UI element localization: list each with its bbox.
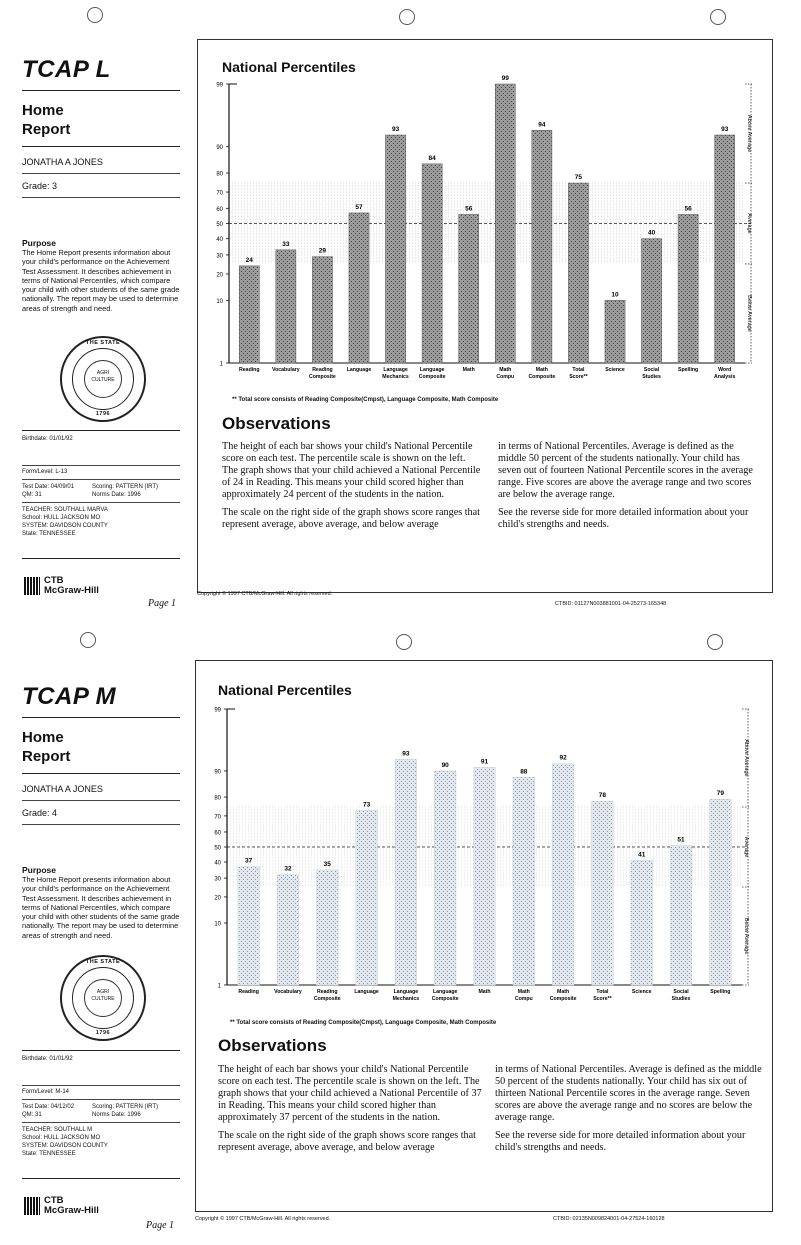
y-tick-label: 99 bbox=[214, 707, 221, 714]
bar-value-label: 75 bbox=[574, 174, 583, 182]
report-title-line-1: Home bbox=[22, 729, 64, 746]
bar-value-label: 93 bbox=[721, 126, 729, 134]
y-tick-label: 80 bbox=[216, 171, 223, 178]
bar bbox=[592, 801, 614, 985]
bar bbox=[349, 213, 369, 363]
observations-paragraph: in terms of National Percentiles. Average is defined as the middle 50 percent of the students nationally. Your child has seven out of fourteen National Percentile scores in the average range. Five scores are above the average range and two scores are below the average range. bbox=[498, 441, 753, 500]
y-tick-label: 50 bbox=[214, 845, 221, 852]
observations-heading: Observations bbox=[222, 414, 331, 433]
bar bbox=[678, 214, 698, 363]
bar-value-label: 51 bbox=[677, 836, 685, 844]
report-page-1 bbox=[0, 0, 801, 622]
test-date: Test Date: 04/12/02 bbox=[22, 1104, 75, 1110]
x-tick-label: Score** bbox=[593, 996, 612, 1002]
x-tick-label: Science bbox=[631, 989, 652, 995]
x-tick-label: Studies bbox=[671, 996, 691, 1002]
bar-value-label: 56 bbox=[684, 205, 692, 213]
y-tick-label: 30 bbox=[216, 253, 223, 260]
purpose-heading: Purpose bbox=[22, 865, 57, 875]
brand-ctb: CTB bbox=[44, 575, 64, 586]
x-tick-label: Language bbox=[383, 367, 408, 373]
bar-value-label: 35 bbox=[323, 860, 331, 868]
y-tick-label: 10 bbox=[214, 921, 221, 928]
ctb-logo-mark bbox=[24, 577, 40, 595]
bar-value-label: 37 bbox=[245, 857, 253, 865]
x-tick-label: Math bbox=[535, 367, 548, 373]
purpose-text: The Home Report presents information about your child's performance on the Achievement Test Assessment. It describes achievement in terms of National Percentiles, which compare your child with other students of the same grade nationally. The report may be used to determine areas of strength and need. bbox=[22, 875, 180, 940]
copyright: Copyright © 1997 CTB/McGraw-Hill. All rights reserved. bbox=[197, 591, 333, 597]
x-tick-label: Language bbox=[346, 367, 372, 373]
bar bbox=[422, 164, 442, 363]
range-label: Below Average bbox=[743, 917, 749, 955]
x-tick-label: Composite bbox=[549, 996, 577, 1002]
x-tick-label: Total bbox=[572, 367, 585, 373]
school: School: HULL JACKSON MO bbox=[22, 1135, 101, 1141]
punch-hole bbox=[87, 7, 103, 23]
punch-hole bbox=[396, 634, 412, 650]
bar-value-label: 78 bbox=[598, 792, 607, 800]
bar-value-label: 56 bbox=[465, 205, 473, 213]
punch-hole bbox=[710, 9, 726, 25]
y-tick-label: 40 bbox=[216, 237, 223, 244]
range-label: Above Average bbox=[743, 739, 749, 777]
test-title: TCAP M bbox=[22, 683, 117, 710]
x-tick-label: Score** bbox=[569, 374, 588, 380]
student-name: JONATHA A JONES bbox=[22, 157, 103, 167]
x-tick-label: Compu bbox=[514, 996, 533, 1002]
bar bbox=[238, 867, 260, 985]
bar bbox=[568, 183, 588, 363]
bar-value-label: 92 bbox=[559, 754, 567, 762]
bar-value-label: 57 bbox=[355, 203, 363, 211]
observations-column-1 bbox=[222, 441, 482, 537]
bar-value-label: 29 bbox=[318, 247, 327, 255]
punch-hole bbox=[399, 9, 415, 25]
norms-date: Norms Date: 1996 bbox=[92, 492, 141, 498]
y-tick-label: 20 bbox=[216, 272, 223, 279]
bar-value-label: 93 bbox=[391, 126, 400, 134]
bar bbox=[605, 300, 625, 363]
y-tick-label: 10 bbox=[216, 298, 223, 305]
y-tick-label: 90 bbox=[216, 145, 223, 152]
x-tick-label: Vocabulary bbox=[274, 989, 302, 995]
national-percentiles-chart bbox=[197, 75, 773, 410]
x-tick-label: Language bbox=[393, 989, 419, 995]
grade: Grade: 4 bbox=[22, 808, 58, 818]
y-tick-label: 70 bbox=[216, 190, 223, 197]
grade: Grade: 3 bbox=[22, 181, 58, 191]
bar bbox=[434, 771, 456, 985]
bar bbox=[670, 846, 692, 985]
y-tick-label: 30 bbox=[214, 876, 221, 883]
state: State: TENNESSEE bbox=[22, 1151, 76, 1157]
ctb-logo-mark bbox=[24, 1197, 40, 1215]
test-date: Test Date: 04/09/01 bbox=[22, 484, 75, 490]
birthdate: Birthdate: 01/01/92 bbox=[22, 436, 73, 442]
birthdate: Birthdate: 01/01/92 bbox=[22, 1056, 73, 1062]
x-tick-label: Math bbox=[517, 989, 530, 995]
school: School: HULL JACKSON MO bbox=[22, 515, 101, 521]
bar-value-label: 73 bbox=[362, 801, 371, 809]
x-tick-label: Composite bbox=[418, 374, 446, 380]
form-level: Form/Level: L-13 bbox=[22, 469, 68, 475]
bar bbox=[513, 777, 535, 985]
bar bbox=[631, 860, 653, 985]
sidebar bbox=[22, 683, 180, 940]
x-tick-label: Composite bbox=[309, 374, 336, 380]
observations-column-1 bbox=[218, 1064, 483, 1160]
x-tick-label: Composite bbox=[313, 996, 341, 1002]
x-tick-label: Math bbox=[557, 989, 570, 995]
range-label: Above Average bbox=[746, 114, 752, 153]
page-label: Page 1 bbox=[146, 1220, 175, 1231]
bar-value-label: 91 bbox=[480, 758, 489, 766]
system: SYSTEM: DAVIDSON COUNTY bbox=[22, 1143, 108, 1149]
x-tick-label: Math bbox=[462, 367, 475, 373]
page-label: Page 1 bbox=[148, 598, 177, 609]
bar bbox=[495, 84, 515, 363]
x-tick-label: Mechanics bbox=[382, 374, 409, 380]
x-tick-label: Language bbox=[354, 989, 379, 995]
observations-paragraph: The scale on the right side of the graph shows score ranges that represent average, above average, and below average bbox=[218, 1130, 477, 1153]
bar-value-label: 24 bbox=[245, 256, 253, 264]
x-tick-label: Analysis bbox=[714, 374, 736, 380]
x-tick-label: Total bbox=[596, 989, 609, 995]
state-seal: THE STATE AGRI CULTURE 1796 bbox=[60, 336, 146, 422]
brand-mcgraw-hill: McGraw-Hill bbox=[44, 1205, 99, 1216]
x-tick-label: Language bbox=[419, 367, 445, 373]
range-label: Average bbox=[746, 213, 752, 234]
x-tick-label: Composite bbox=[528, 374, 556, 380]
observations-paragraph: See the reverse side for more detailed information about your child's strengths and needs. bbox=[498, 507, 749, 530]
test-title: TCAP L bbox=[22, 56, 111, 83]
bar bbox=[395, 759, 417, 985]
x-tick-label: Spelling bbox=[678, 367, 699, 373]
report-title-line-1: Home bbox=[22, 102, 64, 119]
bar-value-label: 84 bbox=[428, 154, 436, 162]
ctb-logo bbox=[24, 1196, 99, 1216]
qm: QM: 31 bbox=[22, 1112, 42, 1118]
bar bbox=[316, 870, 338, 985]
y-tick-label: 50 bbox=[216, 222, 223, 228]
observations-paragraph: The height of each bar shows your child's National Percentile score on each test. The percentile scale is shown on the left. The graph shows that your child achieved a National Percentile of 24 in Reading. This means your child scored higher than approximately 24 percent of the students in the nation. bbox=[222, 441, 481, 500]
x-tick-label: Composite bbox=[431, 996, 459, 1002]
bar bbox=[276, 250, 296, 363]
punch-hole bbox=[707, 634, 723, 650]
x-tick-label: Reading bbox=[238, 989, 259, 995]
scoring: Scoring: PATTERN (IRT) bbox=[92, 1104, 159, 1110]
x-tick-label: Mechanics bbox=[392, 996, 420, 1002]
bar-value-label: 99 bbox=[501, 75, 509, 82]
x-tick-label: Language bbox=[432, 989, 458, 995]
y-tick-label: 20 bbox=[214, 895, 221, 902]
bar-value-label: 40 bbox=[647, 229, 656, 237]
bar bbox=[715, 135, 735, 363]
range-label: Average bbox=[743, 836, 749, 858]
x-tick-label: Compu bbox=[496, 374, 515, 380]
x-tick-label: Reading bbox=[239, 367, 260, 373]
y-tick-label: 99 bbox=[216, 82, 223, 89]
bar bbox=[386, 135, 406, 363]
bar-value-label: 41 bbox=[638, 851, 646, 859]
state: State: TENNESSEE bbox=[22, 531, 76, 537]
bar bbox=[710, 799, 732, 985]
ctb-logo bbox=[24, 576, 99, 596]
x-tick-label: Social bbox=[643, 367, 660, 373]
x-tick-label: Math bbox=[478, 989, 491, 995]
purpose-heading: Purpose bbox=[22, 238, 57, 248]
y-tick-label: 70 bbox=[214, 814, 221, 821]
observations-paragraph: The scale on the right side of the graph shows score ranges that represent average, above average, and below average bbox=[222, 507, 481, 530]
observations-column-2 bbox=[498, 441, 760, 537]
scoring: Scoring: PATTERN (IRT) bbox=[92, 484, 159, 490]
copyright: Copyright © 1997 CTB/McGraw-Hill. All rights reserved. bbox=[195, 1216, 331, 1222]
range-label: Below Average bbox=[746, 295, 752, 332]
norms-date: Norms Date: 1996 bbox=[92, 1112, 141, 1118]
bar bbox=[474, 767, 496, 985]
x-tick-label: Studies bbox=[642, 374, 661, 380]
observations-column-2 bbox=[495, 1064, 765, 1160]
y-tick-label: 90 bbox=[214, 769, 221, 776]
bar-value-label: 33 bbox=[282, 240, 290, 248]
observations-paragraph: See the reverse side for more detailed information about your child's strengths and needs. bbox=[495, 1130, 746, 1153]
student-name: JONATHA A JONES bbox=[22, 784, 103, 794]
bar-value-label: 93 bbox=[402, 750, 410, 758]
bar-value-label: 10 bbox=[611, 291, 619, 299]
national-percentiles-chart bbox=[195, 699, 773, 1029]
ctbid: CTBID: 01127N003881001-04-25273-165348 bbox=[555, 601, 667, 607]
bar-value-label: 90 bbox=[441, 761, 449, 769]
report-page-2 bbox=[0, 622, 801, 1245]
x-tick-label: Social bbox=[673, 989, 689, 995]
brand-mcgraw-hill: McGraw-Hill bbox=[44, 585, 99, 596]
x-tick-label: Science bbox=[605, 367, 625, 373]
chart-title: National Percentiles bbox=[218, 682, 352, 698]
bar bbox=[459, 214, 479, 363]
teacher: TEACHER: SOUTHALL MARVA bbox=[22, 507, 108, 513]
x-tick-label: Reading bbox=[312, 367, 333, 373]
x-tick-label: Spelling bbox=[710, 989, 731, 995]
state-seal: THE STATE AGRI CULTURE 1796 bbox=[60, 955, 146, 1041]
total-score-footnote: ** Total score consists of Reading Composite(Cmpst), Language Composite, Math Composite bbox=[230, 1020, 497, 1026]
y-tick-label: 80 bbox=[214, 795, 221, 802]
bar bbox=[642, 239, 662, 363]
x-tick-label: Word bbox=[718, 367, 732, 373]
observations-paragraph: in terms of National Percentiles. Average is defined as the middle 50 percent of the students nationally. Your child has six out of thirteen National Percentile scores in the average range. Seven scores are above the average range and no scores are below the average range. bbox=[495, 1064, 762, 1123]
y-tick-label: 60 bbox=[216, 206, 223, 213]
student-info bbox=[22, 1050, 180, 1179]
y-tick-label: 40 bbox=[214, 860, 221, 867]
bar bbox=[552, 764, 574, 985]
form-level: Form/Level: M-14 bbox=[22, 1089, 70, 1095]
bar bbox=[277, 875, 299, 985]
x-tick-label: Vocabulary bbox=[272, 367, 300, 373]
bar-value-label: 79 bbox=[716, 790, 724, 798]
x-tick-label: Math bbox=[499, 367, 512, 373]
total-score-footnote: ** Total score consists of Reading Composite(Cmpst), Language Composite, Math Composite bbox=[232, 397, 499, 403]
punch-hole bbox=[80, 632, 96, 648]
purpose-text: The Home Report presents information about your child's performance on the Achievement Test Assessment. It describes achievement in terms of National Percentiles, which compare your child with other students of the same grade nationally. The report may be used to determine areas of strength and need. bbox=[22, 248, 180, 313]
bar-value-label: 88 bbox=[520, 768, 528, 776]
teacher: TEACHER: SOUTHALL M bbox=[22, 1127, 93, 1133]
brand-ctb: CTB bbox=[44, 1195, 64, 1206]
student-info bbox=[22, 430, 180, 559]
y-tick-label: 1 bbox=[219, 361, 223, 368]
y-tick-label: 1 bbox=[217, 983, 221, 990]
x-tick-label: Reading bbox=[317, 989, 338, 995]
bar bbox=[312, 257, 332, 363]
bar bbox=[239, 266, 259, 363]
report-title-line-2: Report bbox=[22, 748, 71, 765]
chart-title: National Percentiles bbox=[222, 59, 356, 75]
bar-value-label: 94 bbox=[538, 121, 546, 129]
bar bbox=[532, 130, 552, 363]
sidebar bbox=[22, 56, 180, 313]
ctbid: CTBID: 02135N009824001-04-27524-160128 bbox=[553, 1216, 665, 1222]
system: SYSTEM: DAVIDSON COUNTY bbox=[22, 523, 108, 529]
observations-heading: Observations bbox=[218, 1036, 327, 1055]
report-title-line-2: Report bbox=[22, 121, 71, 138]
observations-paragraph: The height of each bar shows your child's National Percentile score on each test. The percentile scale is shown on the left. The graph shows that your child achieved a National Percentile of 37 in Reading. This means your child scored higher than approximately 37 percent of the students in the nation. bbox=[218, 1064, 482, 1123]
y-tick-label: 60 bbox=[214, 830, 221, 837]
qm: QM: 31 bbox=[22, 492, 42, 498]
bar-value-label: 32 bbox=[284, 865, 292, 873]
bar bbox=[356, 811, 378, 985]
